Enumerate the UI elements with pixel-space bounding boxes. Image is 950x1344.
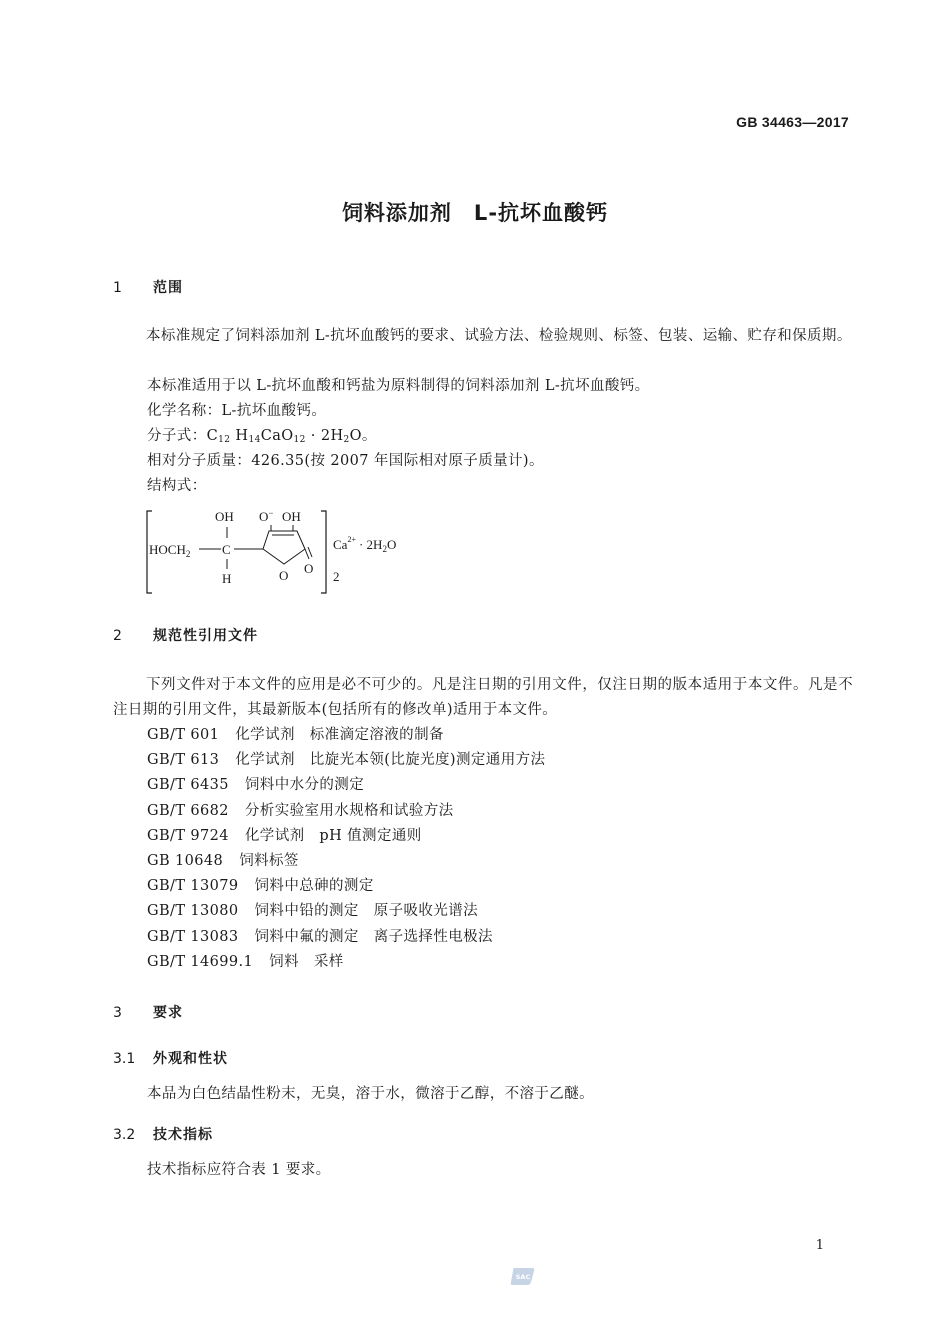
reference-code: GB/T 14699.1 bbox=[147, 953, 254, 970]
formula-part: · 2H bbox=[305, 428, 344, 444]
reference-code: GB/T 13083 bbox=[147, 928, 239, 945]
section-3-2-heading bbox=[113, 1124, 213, 1144]
reference-code: GB/T 601 bbox=[147, 727, 220, 743]
section-2-heading bbox=[113, 625, 258, 645]
formula-part: CaO bbox=[260, 428, 294, 444]
hydroxyl-group-2: OH bbox=[282, 509, 301, 524]
reference-code: GB/T 13080 bbox=[147, 903, 239, 920]
calcium-water: $Ca^{2+} \cdot 2H_2O$ bbox=[333, 535, 397, 554]
carbonyl-oxygen: O bbox=[304, 561, 314, 576]
reference-item bbox=[147, 925, 493, 950]
formula-sub: 12 bbox=[218, 435, 231, 445]
sac-logo bbox=[510, 1266, 536, 1286]
reference-title: 化学试剂 比旋光本领(比旋光度)测定通用方法 bbox=[235, 752, 546, 769]
formula-sub: 12 bbox=[293, 435, 306, 445]
section-number: 3 bbox=[113, 1005, 122, 1021]
section-title: 规范性引用文件 bbox=[153, 628, 258, 644]
section-title: 技术指标 bbox=[153, 1127, 213, 1143]
reference-code: GB/T 9724 bbox=[147, 827, 229, 844]
reference-code: GB/T 13079 bbox=[147, 878, 239, 895]
appearance-text: 本品为白色结晶性粉末，无臭，溶于水，微溶于乙醇，不溶于乙醚。 bbox=[147, 1086, 594, 1102]
reference-item bbox=[147, 874, 374, 899]
reference-code: GB/T 6435 bbox=[147, 777, 229, 794]
ring-oxygen: O bbox=[279, 568, 289, 583]
formula-sub: 14 bbox=[248, 435, 261, 445]
references-intro: 下列文件对于本文件的应用是必不可少的。凡是注日期的引用文件，仅注日期的版本适用于本文件。凡是不注日期的引用文件，其最新版本(包括所有的修改单)适用于本文件。 bbox=[113, 677, 853, 718]
reference-item bbox=[147, 849, 299, 874]
reference-title: 饲料 采样 bbox=[269, 953, 344, 970]
reference-title: 饲料中氟的测定 离子选择性电极法 bbox=[254, 928, 493, 945]
structural-formula bbox=[143, 507, 433, 599]
formula-part: O。 bbox=[349, 428, 377, 444]
hoch2-group: $HOCH_2$ bbox=[149, 542, 191, 559]
reference-item bbox=[147, 899, 478, 924]
molecular-mass: 相对分子质量：426.35(按 2007 年国际相对原子质量计)。 bbox=[147, 453, 544, 469]
reference-title: 饲料中总砷的测定 bbox=[254, 878, 374, 895]
reference-item bbox=[147, 723, 444, 748]
document-title: 饲料添加剂 L-抗坏血酸钙 bbox=[341, 201, 609, 225]
section-3-heading bbox=[113, 1002, 183, 1022]
section-number: 2 bbox=[113, 628, 122, 644]
hydroxyl-group: OH bbox=[215, 509, 234, 524]
reference-item bbox=[147, 773, 364, 798]
reference-title: 化学试剂 标准滴定溶液的制备 bbox=[235, 727, 444, 743]
reference-title: 饲料中水分的测定 bbox=[244, 777, 365, 794]
reference-title: 分析实验室用水规格和试验方法 bbox=[244, 802, 454, 819]
section-number: 1 bbox=[113, 280, 122, 296]
chemical-name: 化学名称：L-抗坏血酸钙。 bbox=[147, 403, 327, 419]
section-number: 3.1 bbox=[113, 1051, 136, 1067]
technical-indicators-text: 技术指标应符合表 1 要求。 bbox=[147, 1162, 331, 1178]
section-title: 范围 bbox=[153, 280, 183, 296]
svg-text:SAC: SAC bbox=[515, 1273, 531, 1281]
reference-item bbox=[147, 799, 454, 824]
formula-part: H bbox=[235, 428, 249, 444]
reference-code: GB 10648 bbox=[147, 853, 224, 869]
reference-item bbox=[147, 748, 545, 773]
section-1-heading bbox=[113, 277, 183, 297]
reference-code: GB/T 613 bbox=[147, 752, 220, 769]
section-title: 要求 bbox=[153, 1005, 183, 1021]
reference-item bbox=[147, 824, 422, 849]
standard-number: GB 34463—2017 bbox=[736, 114, 849, 130]
reference-title: 饲料标签 bbox=[239, 853, 299, 869]
page-number: 1 bbox=[815, 1238, 824, 1253]
reference-title: 饲料中铅的测定 原子吸收光谱法 bbox=[254, 903, 479, 920]
reference-code: GB/T 6682 bbox=[147, 802, 229, 819]
reference-item bbox=[147, 950, 344, 975]
oxide-anion: O− bbox=[259, 508, 274, 524]
scope-paragraph-2: 本标准适用于以 L-抗坏血酸和钙盐为原料制得的饲料添加剂 L-抗坏血酸钙。 bbox=[147, 378, 650, 394]
formula-label: 分子式： bbox=[147, 428, 207, 444]
section-title: 外观和性状 bbox=[153, 1051, 228, 1067]
section-3-1-heading bbox=[113, 1048, 228, 1068]
formula-sub: 2 bbox=[343, 435, 350, 445]
section-number: 3.2 bbox=[113, 1127, 136, 1143]
hydrogen-atom: H bbox=[222, 571, 232, 586]
reference-title: 化学试剂 pH 值测定通则 bbox=[244, 827, 422, 844]
structure-label: 结构式： bbox=[147, 478, 207, 494]
scope-paragraph-1: 本标准规定了饲料添加剂 L-抗坏血酸钙的要求、试验方法、检验规则、标签、包装、运输、贮存和保质期。 bbox=[146, 328, 852, 344]
carbon-atom: C bbox=[222, 542, 231, 557]
formula-part: C bbox=[206, 428, 219, 444]
multiplier: 2 bbox=[333, 569, 340, 584]
